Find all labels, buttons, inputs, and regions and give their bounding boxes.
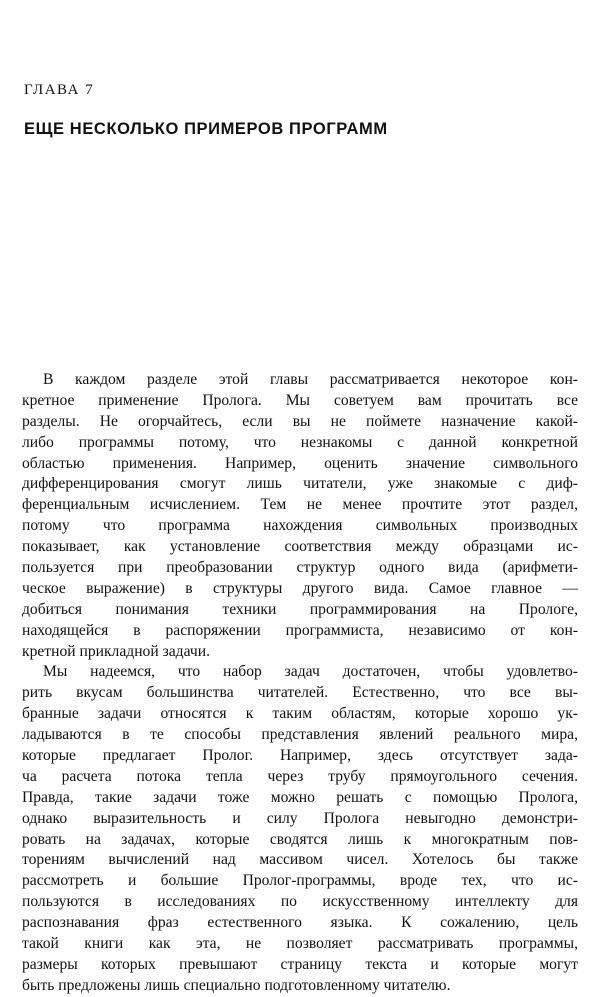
text-line: пользуются в исследованиях по искусственному интеллекту для — [22, 893, 578, 911]
text-line: ференциальным исчислением. Тем не менее прочтите этот раздел, — [22, 496, 578, 514]
text-line: рассмотреть и большие Пролог-программы, вроде тех, что ис- — [22, 872, 578, 890]
text-line: ровать на задачах, которые сводятся лишь к многократным пов- — [22, 830, 578, 848]
body-text — [22, 370, 578, 997]
text-line: рить вкусам большинства читателей. Естественно, что все вы- — [22, 684, 578, 702]
paragraph-2 — [22, 662, 578, 996]
text-line: В каждом разделе этой главы рассматривается некоторое кон- — [43, 371, 578, 388]
chapter-label: ГЛАВА 7 — [24, 82, 95, 98]
text-line: ладываются в те способы представления явлений реального мира, — [22, 726, 578, 744]
text-line: распознавания фраз естественного языка. К сожалению, цель — [22, 914, 578, 932]
text-line: либо программы потому, что незнакомы с данной конкретной — [22, 433, 578, 451]
text-line: ческое выражение) в структуры другого вида. Самое главное — — [22, 579, 578, 597]
text-line: Мы надеемся, что набор задач достаточен, чтобы удовлетво- — [43, 663, 578, 681]
text-line: потому что программа нахождения символьных производных — [22, 517, 578, 535]
text-line: торениям вычислений над массивом чисел. Хотелось бы также — [22, 851, 578, 869]
text-line: размеры которых превышают страницу текста и которые могут — [22, 955, 578, 973]
chapter-title: ЕЩЕ НЕСКОЛЬКО ПРИМЕРОВ ПРОГРАММ — [24, 120, 388, 138]
text-line: кретной прикладной задачи. — [22, 642, 210, 660]
text-line: находящейся в распоряжении программиста, независимо от кон- — [22, 621, 578, 639]
text-line: кретное применение Пролога. Мы советуем вам прочитать все — [22, 391, 578, 409]
text-line: показывает, как установление соответствия между образцами ис- — [22, 538, 578, 556]
text-line: однако выразительность и силу Пролога невыгодно демонстри- — [22, 809, 578, 827]
text-line: областью применения. Например, оценить значение символьного — [22, 454, 578, 472]
paragraph-1 — [22, 370, 578, 662]
text-line: дифференцирования смогут лишь читатели, уже знакомые с диф- — [22, 475, 578, 493]
text-line: быть предложены лишь специально подготовленному читателю. — [22, 976, 451, 994]
text-line: такой книги как эта, не позволяет рассматривать программы, — [22, 935, 578, 953]
text-line: разделы. Не огорчайтесь, если вы не поймете назначение какой- — [22, 412, 578, 430]
text-line: добиться понимания техники программирования на Прологе, — [22, 600, 578, 618]
text-line: бранные задачи относятся к таким областям, которые хорошо ук- — [22, 705, 578, 723]
text-line: пользуется при преобразовании структур одного вида (арифмети- — [22, 559, 578, 577]
text-line: Правда, такие задачи тоже можно решать с помощью Пролога, — [22, 788, 578, 806]
text-line: которые предлагает Пролог. Например, здесь отсутствует зада- — [22, 747, 578, 765]
text-line: ча расчета потока тепла через трубу прямоугольного сечения. — [22, 767, 578, 785]
